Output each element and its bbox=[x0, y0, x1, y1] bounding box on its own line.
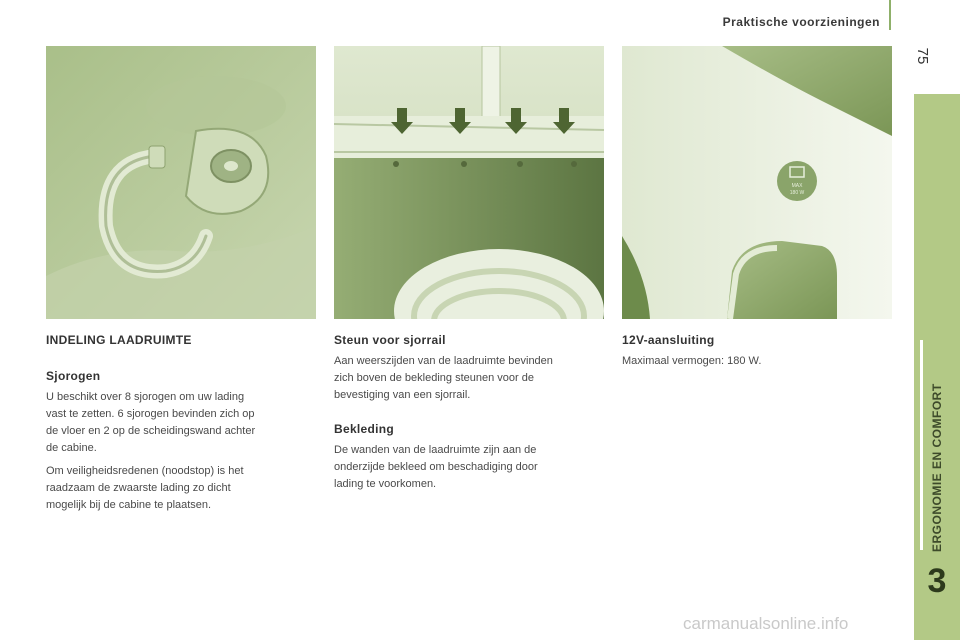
text-line: De wanden van de laadruimte zijn aan de bbox=[334, 444, 537, 456]
lashing-rail-text bbox=[334, 353, 596, 404]
text-line: Aan weerszijden van de laadruimte bevinden bbox=[334, 355, 553, 367]
text-line: U beschikt over 8 sjorogen om uw lading bbox=[46, 391, 245, 403]
lashing-rail-illustration bbox=[334, 46, 604, 319]
safety-advice-text bbox=[46, 463, 308, 514]
text-line: raadzaam de zwaarste lading zo dicht bbox=[46, 482, 231, 494]
lining-text bbox=[334, 442, 596, 493]
12v-socket-heading: 12V-aansluiting bbox=[622, 333, 715, 347]
tie-down-rings-text bbox=[46, 389, 308, 457]
header-divider bbox=[889, 0, 891, 30]
column-cargo-layout bbox=[46, 330, 308, 514]
section-title: Praktische voorzieningen bbox=[722, 15, 880, 29]
column-lashing-rail bbox=[334, 330, 596, 493]
lining-heading: Bekleding bbox=[334, 422, 395, 436]
chapter-tab-divider bbox=[920, 340, 923, 550]
tie-down-rings-heading: Sjorogen bbox=[46, 369, 101, 383]
12v-socket-illustration bbox=[622, 46, 892, 319]
chapter-number: 3 bbox=[927, 562, 947, 600]
text-line: bevestiging van een sjorrail. bbox=[334, 389, 471, 401]
tie-down-ring-illustration bbox=[46, 46, 316, 319]
chapter-label: ERGONOMIE EN COMFORT bbox=[930, 383, 944, 552]
column-12v-socket bbox=[622, 330, 884, 370]
socket-label-watt: 180 W bbox=[789, 190, 805, 196]
text-line: lading te voorkomen. bbox=[334, 478, 437, 490]
12v-socket-text: Maximaal vermogen: 180 W. bbox=[622, 355, 762, 367]
text-line: Om veiligheidsredenen (noodstop) is het bbox=[46, 465, 244, 477]
text-line: de vloer en 2 op de scheidingswand achter bbox=[46, 425, 256, 437]
text-line: de cabine. bbox=[46, 442, 97, 454]
cargo-layout-heading: INDELING LAADRUIMTE bbox=[46, 333, 192, 347]
lashing-rail-heading: Steun voor sjorrail bbox=[334, 333, 446, 347]
text-line: onderzijde bekleed om beschadiging door bbox=[334, 461, 538, 473]
watermark: carmanualsonline.info bbox=[683, 614, 849, 633]
text-line: zich boven de bekleding steunen voor de bbox=[334, 372, 534, 384]
page-number: 75 bbox=[914, 47, 931, 65]
text-line: mogelijk bij de cabine te plaatsen. bbox=[46, 499, 212, 511]
socket-label-max: MAX bbox=[791, 183, 803, 189]
text-line: vast te zetten. 6 sjorogen bevinden zich op bbox=[46, 408, 255, 420]
